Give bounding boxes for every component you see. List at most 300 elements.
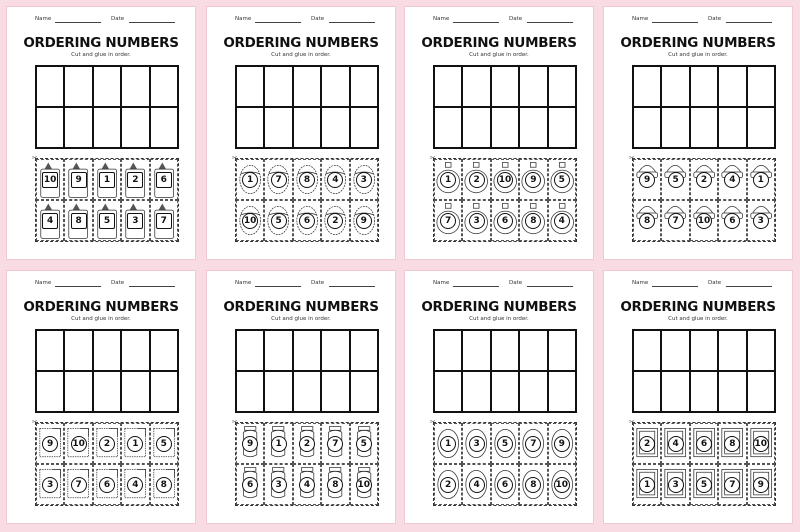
answer-box xyxy=(36,371,64,412)
number-label: 5 xyxy=(156,436,172,452)
number-label: 7 xyxy=(71,477,87,493)
answer-grid xyxy=(235,65,379,149)
answer-box xyxy=(747,371,775,412)
answer-box xyxy=(93,371,121,412)
number-label: 6 xyxy=(696,436,712,452)
name-label: Name xyxy=(235,280,252,286)
number-label: 3 xyxy=(271,477,287,493)
answer-box xyxy=(64,330,92,371)
answer-box xyxy=(633,66,661,107)
answer-box xyxy=(690,371,718,412)
page-title: ORDERING NUMBERS xyxy=(23,299,179,315)
number-card xyxy=(462,423,490,464)
answer-box xyxy=(661,330,689,371)
number-label: 4 xyxy=(327,172,343,188)
worksheet-page xyxy=(206,6,396,260)
number-card xyxy=(264,159,292,200)
answer-box xyxy=(462,66,490,107)
answer-box xyxy=(548,107,576,148)
number-card xyxy=(350,200,378,241)
answer-box xyxy=(690,107,718,148)
number-card xyxy=(661,423,689,464)
answer-box xyxy=(36,107,64,148)
number-card xyxy=(519,159,547,200)
scissors-icon: ✂ xyxy=(232,154,238,162)
number-card xyxy=(93,464,121,505)
number-label: 1 xyxy=(440,172,456,188)
number-label: 8 xyxy=(327,477,343,493)
number-card xyxy=(690,159,718,200)
number-card xyxy=(661,200,689,241)
date-label: Date xyxy=(708,280,722,286)
number-label: 3 xyxy=(127,213,143,229)
number-card xyxy=(747,464,775,505)
number-label: 6 xyxy=(242,477,258,493)
date-label: Date xyxy=(708,16,722,22)
date-label: Date xyxy=(311,16,325,22)
answer-box xyxy=(293,107,321,148)
answer-box xyxy=(633,330,661,371)
number-label: 3 xyxy=(668,477,684,493)
number-label: 7 xyxy=(668,213,684,229)
name-date-header xyxy=(405,14,593,26)
number-label: 2 xyxy=(127,172,143,188)
date-label: Date xyxy=(111,16,125,22)
answer-box xyxy=(121,330,149,371)
scissors-icon: ✂ xyxy=(32,418,38,426)
page-title: ORDERING NUMBERS xyxy=(23,35,179,51)
answer-box xyxy=(434,107,462,148)
number-card xyxy=(633,159,661,200)
answer-box xyxy=(64,371,92,412)
page-title: ORDERING NUMBERS xyxy=(620,299,776,315)
number-card xyxy=(64,159,92,200)
number-card xyxy=(150,464,178,505)
worksheet-page xyxy=(603,6,793,260)
page-subtitle: Cut and glue in order. xyxy=(71,316,131,322)
number-label: 2 xyxy=(327,213,343,229)
number-card xyxy=(293,423,321,464)
worksheet-page xyxy=(404,6,594,260)
number-label: 1 xyxy=(99,172,115,188)
answer-box xyxy=(747,107,775,148)
answer-box xyxy=(661,66,689,107)
number-label: 6 xyxy=(497,213,513,229)
number-card xyxy=(321,464,349,505)
page-subtitle: Cut and glue in order. xyxy=(71,52,131,58)
cutout-grid xyxy=(629,418,776,506)
number-label: 7 xyxy=(271,172,287,188)
answer-box xyxy=(121,66,149,107)
number-label: 3 xyxy=(356,172,372,188)
number-card xyxy=(121,159,149,200)
answer-box xyxy=(236,371,264,412)
answer-box xyxy=(633,371,661,412)
number-card xyxy=(548,423,576,464)
answer-box xyxy=(519,371,547,412)
worksheet-page xyxy=(6,270,196,524)
answer-box xyxy=(264,66,292,107)
answer-box xyxy=(718,66,746,107)
date-line xyxy=(129,286,175,287)
number-label: 4 xyxy=(42,213,58,229)
answer-box xyxy=(519,66,547,107)
answer-box xyxy=(36,330,64,371)
number-card xyxy=(434,464,462,505)
number-label: 6 xyxy=(99,477,115,493)
answer-box xyxy=(321,66,349,107)
answer-grid xyxy=(35,65,179,149)
number-label: 7 xyxy=(525,436,541,452)
worksheet-page xyxy=(6,6,196,260)
number-label: 9 xyxy=(242,436,258,452)
number-label: 10 xyxy=(71,436,87,452)
number-card xyxy=(236,464,264,505)
number-card xyxy=(747,159,775,200)
page-subtitle: Cut and glue in order. xyxy=(271,316,331,322)
number-label: 10 xyxy=(753,436,769,452)
number-label: 9 xyxy=(42,436,58,452)
number-label: 7 xyxy=(327,436,343,452)
answer-box xyxy=(350,371,378,412)
number-label: 10 xyxy=(356,477,372,493)
page-title: ORDERING NUMBERS xyxy=(223,299,379,315)
scissors-icon: ✂ xyxy=(232,418,238,426)
name-line xyxy=(255,286,301,287)
answer-box xyxy=(236,107,264,148)
number-card xyxy=(293,159,321,200)
number-card xyxy=(236,159,264,200)
date-line xyxy=(527,286,573,287)
page-subtitle: Cut and glue in order. xyxy=(271,52,331,58)
page-subtitle: Cut and glue in order. xyxy=(668,52,728,58)
answer-box xyxy=(491,371,519,412)
answer-box xyxy=(633,107,661,148)
number-card xyxy=(434,200,462,241)
answer-box xyxy=(661,107,689,148)
number-card xyxy=(264,200,292,241)
answer-box xyxy=(121,371,149,412)
number-card xyxy=(633,423,661,464)
number-label: 10 xyxy=(554,477,570,493)
number-label: 8 xyxy=(525,213,541,229)
number-label: 1 xyxy=(440,436,456,452)
number-card xyxy=(491,159,519,200)
name-label: Name xyxy=(35,16,52,22)
number-label: 8 xyxy=(299,172,315,188)
page-title: ORDERING NUMBERS xyxy=(620,35,776,51)
name-line xyxy=(255,22,301,23)
number-card xyxy=(747,423,775,464)
name-date-header xyxy=(207,14,395,26)
number-label: 3 xyxy=(753,213,769,229)
answer-box xyxy=(434,66,462,107)
number-card xyxy=(661,159,689,200)
number-card xyxy=(718,423,746,464)
number-card xyxy=(64,423,92,464)
answer-box xyxy=(462,330,490,371)
number-card xyxy=(121,464,149,505)
answer-box xyxy=(264,330,292,371)
answer-box xyxy=(491,330,519,371)
page-subtitle: Cut and glue in order. xyxy=(469,52,529,58)
number-card xyxy=(36,159,64,200)
name-label: Name xyxy=(235,16,252,22)
answer-box xyxy=(150,66,178,107)
worksheet-page xyxy=(206,270,396,524)
number-label: 5 xyxy=(99,213,115,229)
number-card xyxy=(434,159,462,200)
number-label: 4 xyxy=(668,436,684,452)
answer-box xyxy=(462,371,490,412)
number-label: 9 xyxy=(554,436,570,452)
answer-box xyxy=(548,330,576,371)
number-label: 5 xyxy=(271,213,287,229)
answer-box xyxy=(321,330,349,371)
number-card xyxy=(491,464,519,505)
number-label: 1 xyxy=(753,172,769,188)
number-card xyxy=(491,200,519,241)
answer-box xyxy=(321,371,349,412)
answer-box xyxy=(150,107,178,148)
number-label: 4 xyxy=(127,477,143,493)
answer-box xyxy=(264,107,292,148)
number-card xyxy=(548,464,576,505)
number-card xyxy=(548,200,576,241)
scissors-icon: ✂ xyxy=(32,154,38,162)
date-line xyxy=(129,22,175,23)
answer-grid xyxy=(433,329,577,413)
date-label: Date xyxy=(111,280,125,286)
answer-box xyxy=(519,107,547,148)
answer-box xyxy=(718,330,746,371)
number-card xyxy=(462,464,490,505)
number-card xyxy=(690,200,718,241)
number-card xyxy=(462,159,490,200)
number-label: 3 xyxy=(42,477,58,493)
name-label: Name xyxy=(433,16,450,22)
cutout-grid xyxy=(232,418,379,506)
number-label: 1 xyxy=(127,436,143,452)
number-card xyxy=(64,200,92,241)
number-label: 9 xyxy=(356,213,372,229)
date-label: Date xyxy=(311,280,325,286)
answer-box xyxy=(434,371,462,412)
number-card xyxy=(690,464,718,505)
number-card xyxy=(633,464,661,505)
number-card xyxy=(36,423,64,464)
answer-box xyxy=(64,66,92,107)
answer-box xyxy=(350,107,378,148)
answer-box xyxy=(462,107,490,148)
number-label: 6 xyxy=(299,213,315,229)
number-card xyxy=(350,159,378,200)
number-card xyxy=(264,464,292,505)
number-label: 6 xyxy=(724,213,740,229)
answer-grid xyxy=(433,65,577,149)
number-card xyxy=(236,200,264,241)
number-label: 8 xyxy=(71,213,87,229)
number-card xyxy=(519,423,547,464)
number-card xyxy=(718,464,746,505)
number-label: 8 xyxy=(724,436,740,452)
page-title: ORDERING NUMBERS xyxy=(223,35,379,51)
number-card xyxy=(293,200,321,241)
number-card xyxy=(293,464,321,505)
number-label: 7 xyxy=(724,477,740,493)
number-card xyxy=(718,200,746,241)
number-card xyxy=(150,423,178,464)
number-card xyxy=(661,464,689,505)
cutout-grid xyxy=(430,154,577,242)
number-label: 10 xyxy=(242,213,258,229)
number-label: 2 xyxy=(440,477,456,493)
number-card xyxy=(150,159,178,200)
date-line xyxy=(329,22,375,23)
number-card xyxy=(321,159,349,200)
name-line xyxy=(652,286,698,287)
answer-grid xyxy=(235,329,379,413)
number-label: 5 xyxy=(497,436,513,452)
cutout-grid xyxy=(232,154,379,242)
number-label: 4 xyxy=(469,477,485,493)
number-card xyxy=(519,200,547,241)
name-line xyxy=(652,22,698,23)
number-card xyxy=(491,423,519,464)
number-card xyxy=(321,200,349,241)
number-label: 5 xyxy=(554,172,570,188)
number-label: 3 xyxy=(469,213,485,229)
cutout-grid xyxy=(430,418,577,506)
number-card xyxy=(633,200,661,241)
answer-box xyxy=(121,107,149,148)
number-label: 10 xyxy=(696,213,712,229)
date-line xyxy=(726,22,772,23)
number-card xyxy=(434,423,462,464)
answer-box xyxy=(236,330,264,371)
worksheet-page xyxy=(603,270,793,524)
number-label: 9 xyxy=(753,477,769,493)
number-label: 2 xyxy=(639,436,655,452)
number-card xyxy=(747,200,775,241)
name-date-header xyxy=(604,278,792,290)
name-date-header xyxy=(207,278,395,290)
name-label: Name xyxy=(433,280,450,286)
number-label: 2 xyxy=(469,172,485,188)
number-label: 1 xyxy=(639,477,655,493)
name-date-header xyxy=(604,14,792,26)
cutout-grid xyxy=(32,154,179,242)
answer-box xyxy=(747,330,775,371)
number-card xyxy=(690,423,718,464)
answer-box xyxy=(93,66,121,107)
number-label: 7 xyxy=(440,213,456,229)
number-card xyxy=(93,423,121,464)
answer-grid xyxy=(632,329,776,413)
answer-grid xyxy=(35,329,179,413)
answer-box xyxy=(661,371,689,412)
page-subtitle: Cut and glue in order. xyxy=(469,316,529,322)
answer-box xyxy=(293,371,321,412)
name-date-header xyxy=(7,14,195,26)
number-card xyxy=(350,464,378,505)
name-date-header xyxy=(405,278,593,290)
answer-box xyxy=(64,107,92,148)
number-card xyxy=(462,200,490,241)
number-label: 9 xyxy=(71,172,87,188)
number-label: 5 xyxy=(356,436,372,452)
number-card xyxy=(36,200,64,241)
answer-box xyxy=(747,66,775,107)
answer-grid xyxy=(632,65,776,149)
answer-box xyxy=(718,107,746,148)
page-title: ORDERING NUMBERS xyxy=(421,35,577,51)
answer-box xyxy=(491,107,519,148)
number-label: 2 xyxy=(299,436,315,452)
number-card xyxy=(121,200,149,241)
number-label: 8 xyxy=(525,477,541,493)
answer-box xyxy=(321,107,349,148)
number-label: 7 xyxy=(156,213,172,229)
name-line xyxy=(453,286,499,287)
number-card xyxy=(36,464,64,505)
name-line xyxy=(55,22,101,23)
answer-box xyxy=(519,330,547,371)
number-label: 3 xyxy=(469,436,485,452)
date-label: Date xyxy=(509,16,523,22)
name-date-header xyxy=(7,278,195,290)
scissors-icon: ✂ xyxy=(430,418,436,426)
number-label: 5 xyxy=(668,172,684,188)
date-label: Date xyxy=(509,280,523,286)
number-label: 9 xyxy=(639,172,655,188)
number-card xyxy=(121,423,149,464)
scissors-icon: ✂ xyxy=(629,154,635,162)
number-card xyxy=(64,464,92,505)
number-card xyxy=(519,464,547,505)
name-label: Name xyxy=(632,280,649,286)
name-line xyxy=(453,22,499,23)
date-line xyxy=(726,286,772,287)
answer-box xyxy=(350,66,378,107)
answer-box xyxy=(548,371,576,412)
number-card xyxy=(150,200,178,241)
number-card xyxy=(718,159,746,200)
number-card xyxy=(93,200,121,241)
answer-box xyxy=(150,330,178,371)
scissors-icon: ✂ xyxy=(629,418,635,426)
answer-box xyxy=(491,66,519,107)
number-label: 4 xyxy=(299,477,315,493)
answer-box xyxy=(36,66,64,107)
number-card xyxy=(321,423,349,464)
number-label: 8 xyxy=(639,213,655,229)
answer-box xyxy=(293,66,321,107)
name-line xyxy=(55,286,101,287)
date-line xyxy=(527,22,573,23)
cutout-grid xyxy=(629,154,776,242)
number-label: 2 xyxy=(99,436,115,452)
number-card xyxy=(264,423,292,464)
worksheet-page xyxy=(404,270,594,524)
answer-box xyxy=(548,66,576,107)
answer-box xyxy=(150,371,178,412)
answer-box xyxy=(718,371,746,412)
number-card xyxy=(236,423,264,464)
number-card xyxy=(93,159,121,200)
number-label: 4 xyxy=(724,172,740,188)
cutout-grid xyxy=(32,418,179,506)
